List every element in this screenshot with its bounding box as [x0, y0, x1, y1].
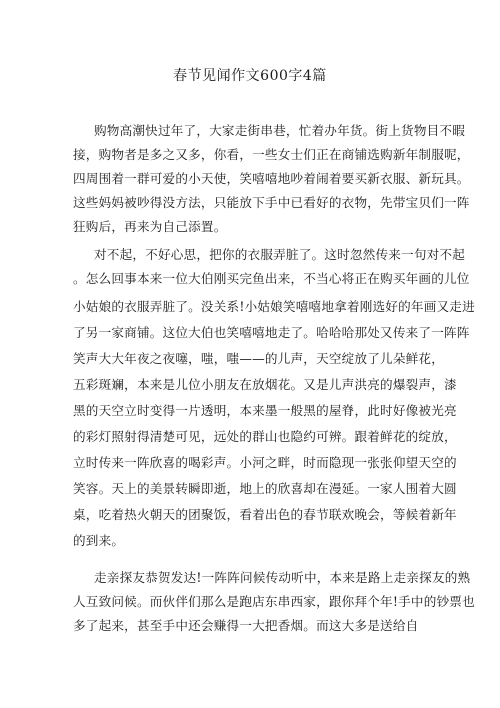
text-line: 了另一家商铺。这位大伯也笑嘻嘻地走了。哈哈哈那处又传来了一阵阵	[73, 325, 470, 340]
text-line: 五彩斑斓，本来是儿位小朋友在放烟花。又是儿声洪亮的爆裂声，漆	[73, 377, 457, 392]
document-title: 春节见闻作文600字4篇	[173, 68, 327, 84]
text-line: 。怎么回事本来一位大伯刚买完鱼出来，不当心将正在购买年画的儿位	[73, 271, 470, 286]
text-line: 立时传来一阵欣喜的喝彩声。小河之畔，时而隐现一张张仰望天空的	[73, 455, 457, 470]
paragraph-fireworks	[73, 294, 475, 554]
text-line: 狂购后，再来为自己添置。	[73, 219, 227, 234]
text-line: 的彩灯照射得清楚可见，远处的群山也隐约可辨。跟着鲜花的绽放，	[73, 429, 457, 444]
text-line: 的到来。	[73, 533, 125, 548]
text-line: 接，购物者是多之又多，你看，一些女士们正在商铺选购新年制服呢，	[73, 147, 470, 162]
paragraph-shopping	[73, 119, 470, 239]
text-line: 笑容。天上的美景转瞬即逝，地上的欣喜却在漫延。一家人围着大圆	[73, 481, 457, 496]
paragraph-visiting	[73, 566, 475, 638]
text-line: 桌，吃着热火朝天的团聚饭，看着出色的春节联欢晚会，等候着新年	[73, 507, 457, 522]
text-line: 走亲探友恭贺发达!一阵阵问候传动听中，本来是路上走亲探友的熟	[94, 570, 471, 585]
text-line: 多了起来，甚至手中还会赚得一大把香烟。而这大多是送给自	[73, 618, 419, 633]
text-line: 对不起，不好心思，把你的衣服弄脏了。这时忽然传来一句对不起	[94, 247, 466, 262]
text-line: 这些妈妈被吵得没方法，只能放下手中已看好的衣物，先带宝贝们一阵	[73, 195, 470, 210]
text-line: 黑的天空立时变得一片透明，本来墨一般黑的屋脊，此时好像被光亮	[73, 403, 457, 418]
paragraph-apology	[73, 243, 470, 291]
text-line: 四周围着一群可爱的小天使，笑嘻嘻地吵着闹着要买新衣服、新玩具。	[73, 171, 470, 186]
text-line: 人互致问候。而伙伴们那么是跑店东串西家，跟你拜个年!手中的钞票也	[73, 594, 475, 609]
text-line: 购物高潮快过年了，大家走街串巷，忙着办年货。街上货物目不暇	[94, 123, 466, 138]
text-line: 笑声大大年夜之夜噻，嗤，嗤——的儿声，天空绽放了儿朵鲜花，	[73, 351, 445, 366]
text-line: 小姑娘的衣服弄脏了。没关系!小姑娘笑嘻嘻地拿着刚选好的年画又走进	[73, 299, 475, 314]
